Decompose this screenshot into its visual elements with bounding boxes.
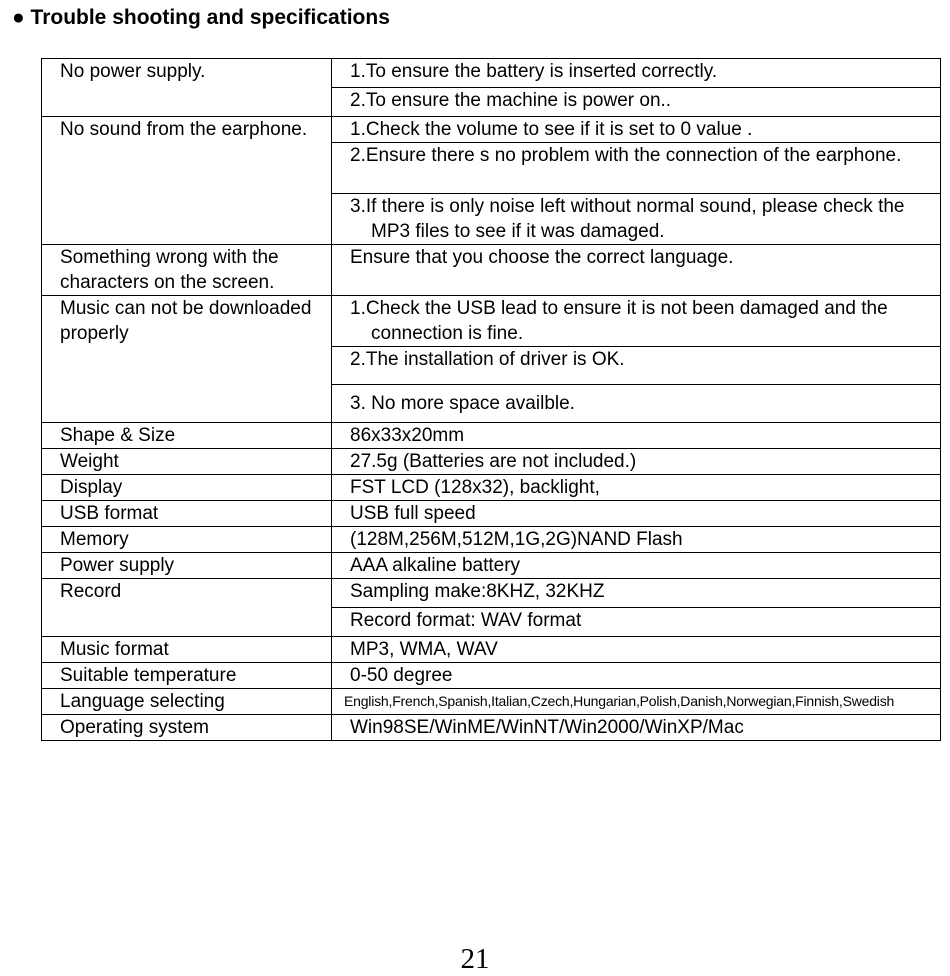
spec-value: 27.5g (Batteries are not included.) (332, 449, 941, 475)
problem-cell: No sound from the earphone. (42, 117, 332, 245)
solution-text: 2.Ensure there s no problem with the connection of the earphone. (350, 145, 902, 166)
spec-label: Weight (42, 449, 332, 475)
troubleshooting-spec-table (41, 58, 941, 741)
solution-text: 2.To ensure the machine is power on.. (350, 90, 672, 111)
solution-text: Ensure that you choose the correct language. (350, 247, 734, 268)
spec-label: Record (42, 579, 332, 637)
solution-cell (332, 347, 941, 385)
spec-value: 86x33x20mm (332, 423, 941, 449)
solution-cell (332, 117, 941, 143)
spec-label: Power supply (42, 553, 332, 579)
solution-text: 3. No more space availble. (350, 393, 575, 414)
solution-text: 2.The installation of driver is OK. (350, 349, 625, 370)
solution-cell (332, 59, 941, 88)
spec-label: Suitable temperature (42, 663, 332, 689)
spec-value: MP3, WMA, WAV (332, 637, 941, 663)
problem-cell: Music can not be downloaded properly (42, 296, 332, 423)
spec-value: Win98SE/WinME/WinNT/Win2000/WinXP/Mac (332, 715, 941, 741)
spec-value: FST LCD (128x32), backlight, (332, 475, 941, 501)
spec-label: Display (42, 475, 332, 501)
spec-label: USB format (42, 501, 332, 527)
spec-label: Operating system (42, 715, 332, 741)
solution-cell (332, 194, 941, 245)
spec-label: Shape & Size (42, 423, 332, 449)
solution-text: 1.Check the volume to see if it is set to 0 value . (350, 119, 753, 140)
spec-value: 0-50 degree (332, 663, 941, 689)
page-title: ● Trouble shooting and specifications (12, 6, 390, 29)
problem-cell: Something wrong with the characters on the screen. (42, 245, 332, 296)
spec-value: (128M,256M,512M,1G,2G)NAND Flash (332, 527, 941, 553)
spec-value: Record format: WAV format (332, 608, 941, 637)
spec-value: Sampling make:8KHZ, 32KHZ (332, 579, 941, 608)
problem-cell: No power supply. (42, 59, 332, 117)
solution-cell (332, 385, 941, 423)
spec-value: AAA alkaline battery (332, 553, 941, 579)
spec-value: English,French,Spanish,Italian,Czech,Hungarian,Polish,Danish,Norwegian,Finnish,Swedish (332, 689, 941, 715)
spec-label: Memory (42, 527, 332, 553)
spec-value: USB full speed (332, 501, 941, 527)
spec-label: Music format (42, 637, 332, 663)
solution-text: 1.Check the USB lead to ensure it is not been damaged and the connection is fine. (350, 298, 888, 344)
solution-cell (332, 88, 941, 117)
page-number: 21 (460, 943, 490, 975)
solution-text: 1.To ensure the battery is inserted correctly. (350, 61, 718, 82)
solution-cell (332, 143, 941, 194)
solution-cell (332, 296, 941, 347)
solution-cell (332, 245, 941, 296)
solution-text: 3.If there is only noise left without normal sound, please check the MP3 files to see if it was damaged. (350, 196, 905, 242)
spec-label: Language selecting (42, 689, 332, 715)
